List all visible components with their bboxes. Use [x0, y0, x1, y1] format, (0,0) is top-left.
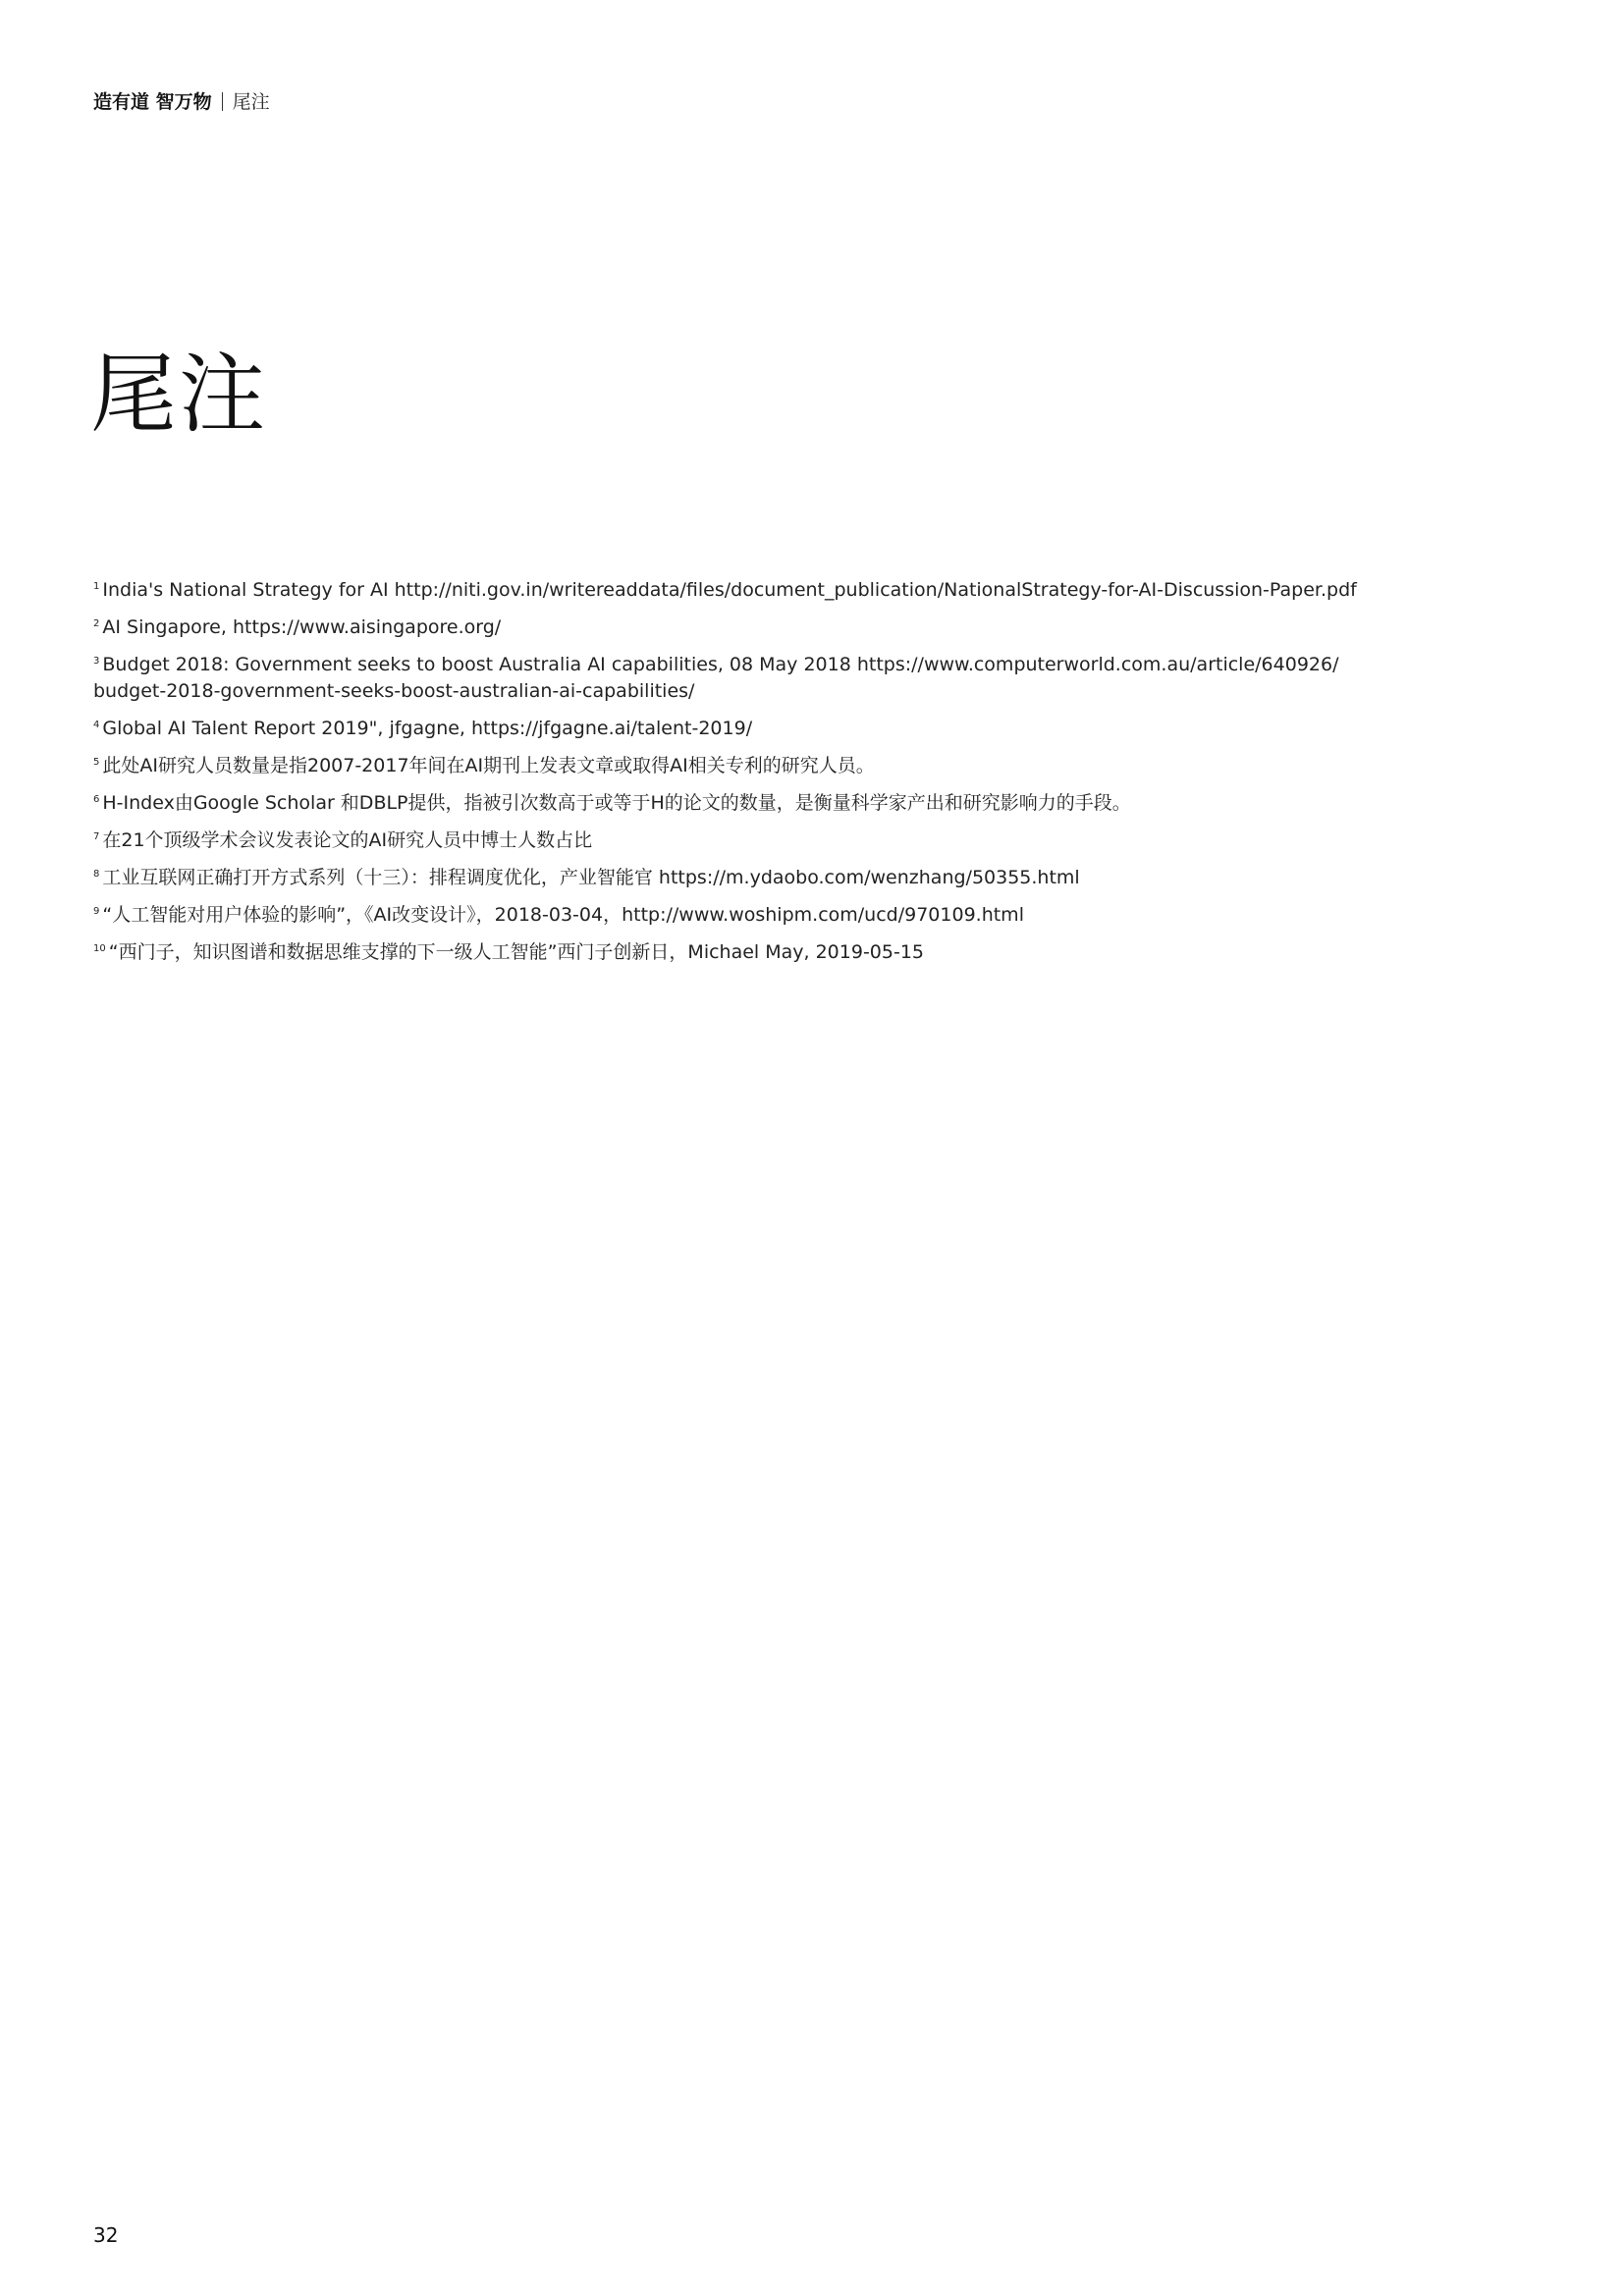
- endnote-7: [93, 828, 1488, 854]
- endnote-text: H-Index由Google Scholar 和DBLP提供，指被引次数高于或等于H的论文的数量，是衡量科学家产出和研究影响力的手段。: [102, 792, 1131, 814]
- endnote-text: 在21个顶级学术会议发表论文的AI研究人员中博士人数占比: [102, 829, 593, 851]
- endnote-text: “西门子，知识图谱和数据思维支撑的下一级人工智能”西门子创新日，Michael May, 2019-05-15: [108, 941, 925, 963]
- endnote-number: 1: [93, 581, 100, 592]
- endnote-text: Global AI Talent Report 2019", jfgagne, https://jfgagne.ai/talent-2019/: [102, 718, 753, 739]
- endnote-number: 8: [93, 869, 100, 880]
- header-section: 尾注: [232, 91, 270, 113]
- header-divider: [222, 92, 223, 111]
- header-brand: 造有道 智万物: [93, 91, 212, 113]
- endnote-9: [93, 902, 1488, 929]
- endnote-3: [93, 652, 1488, 705]
- endnote-text: Budget 2018: Government seeks to boost Australia AI capabilities, 08 May 2018 https://www.computerworld.com.au/article/640926/: [102, 654, 1339, 675]
- endnote-1: [93, 577, 1488, 604]
- running-header: [93, 90, 270, 114]
- endnote-2: [93, 614, 1488, 641]
- endnote-number: 4: [93, 720, 100, 730]
- page-title: 尾注: [90, 344, 268, 445]
- endnote-number: 7: [93, 831, 100, 842]
- endnote-text: 工业互联网正确打开方式系列（十三）：排程调度优化，产业智能官 https://m.ydaobo.com/wenzhang/50355.html: [102, 867, 1080, 888]
- endnote-text: “人工智能对用户体验的影响”，《AI改变设计》，2018-03-04，http://www.woshipm.com/ucd/970109.html: [102, 904, 1024, 926]
- endnote-text: 此处AI研究人员数量是指2007-2017年间在AI期刊上发表文章或取得AI相关专利的研究人员。: [102, 755, 875, 776]
- endnote-5: [93, 753, 1488, 779]
- endnote-list: [93, 577, 1488, 977]
- endnote-4: [93, 716, 1488, 742]
- endnote-number: 9: [93, 906, 100, 917]
- page-number: 32: [93, 2223, 119, 2247]
- endnote-number: 3: [93, 656, 100, 667]
- endnote-number: 6: [93, 794, 100, 805]
- endnote-10: [93, 939, 1488, 966]
- endnote-number: 5: [93, 757, 100, 768]
- endnote-text: AI Singapore, https://www.aisingapore.org/: [102, 616, 502, 638]
- endnote-text-continued: budget-2018-government-seeks-boost-australian-ai-capabilities/: [93, 680, 695, 702]
- endnote-6: [93, 790, 1488, 817]
- endnote-number: 2: [93, 618, 100, 629]
- endnote-text: India's National Strategy for AI http://niti.gov.in/writereaddata/files/document_publication/NationalStrategy-for-AI-Discussion-Paper.pdf: [102, 579, 1357, 601]
- endnote-8: [93, 865, 1488, 891]
- endnote-number: 10: [93, 943, 106, 954]
